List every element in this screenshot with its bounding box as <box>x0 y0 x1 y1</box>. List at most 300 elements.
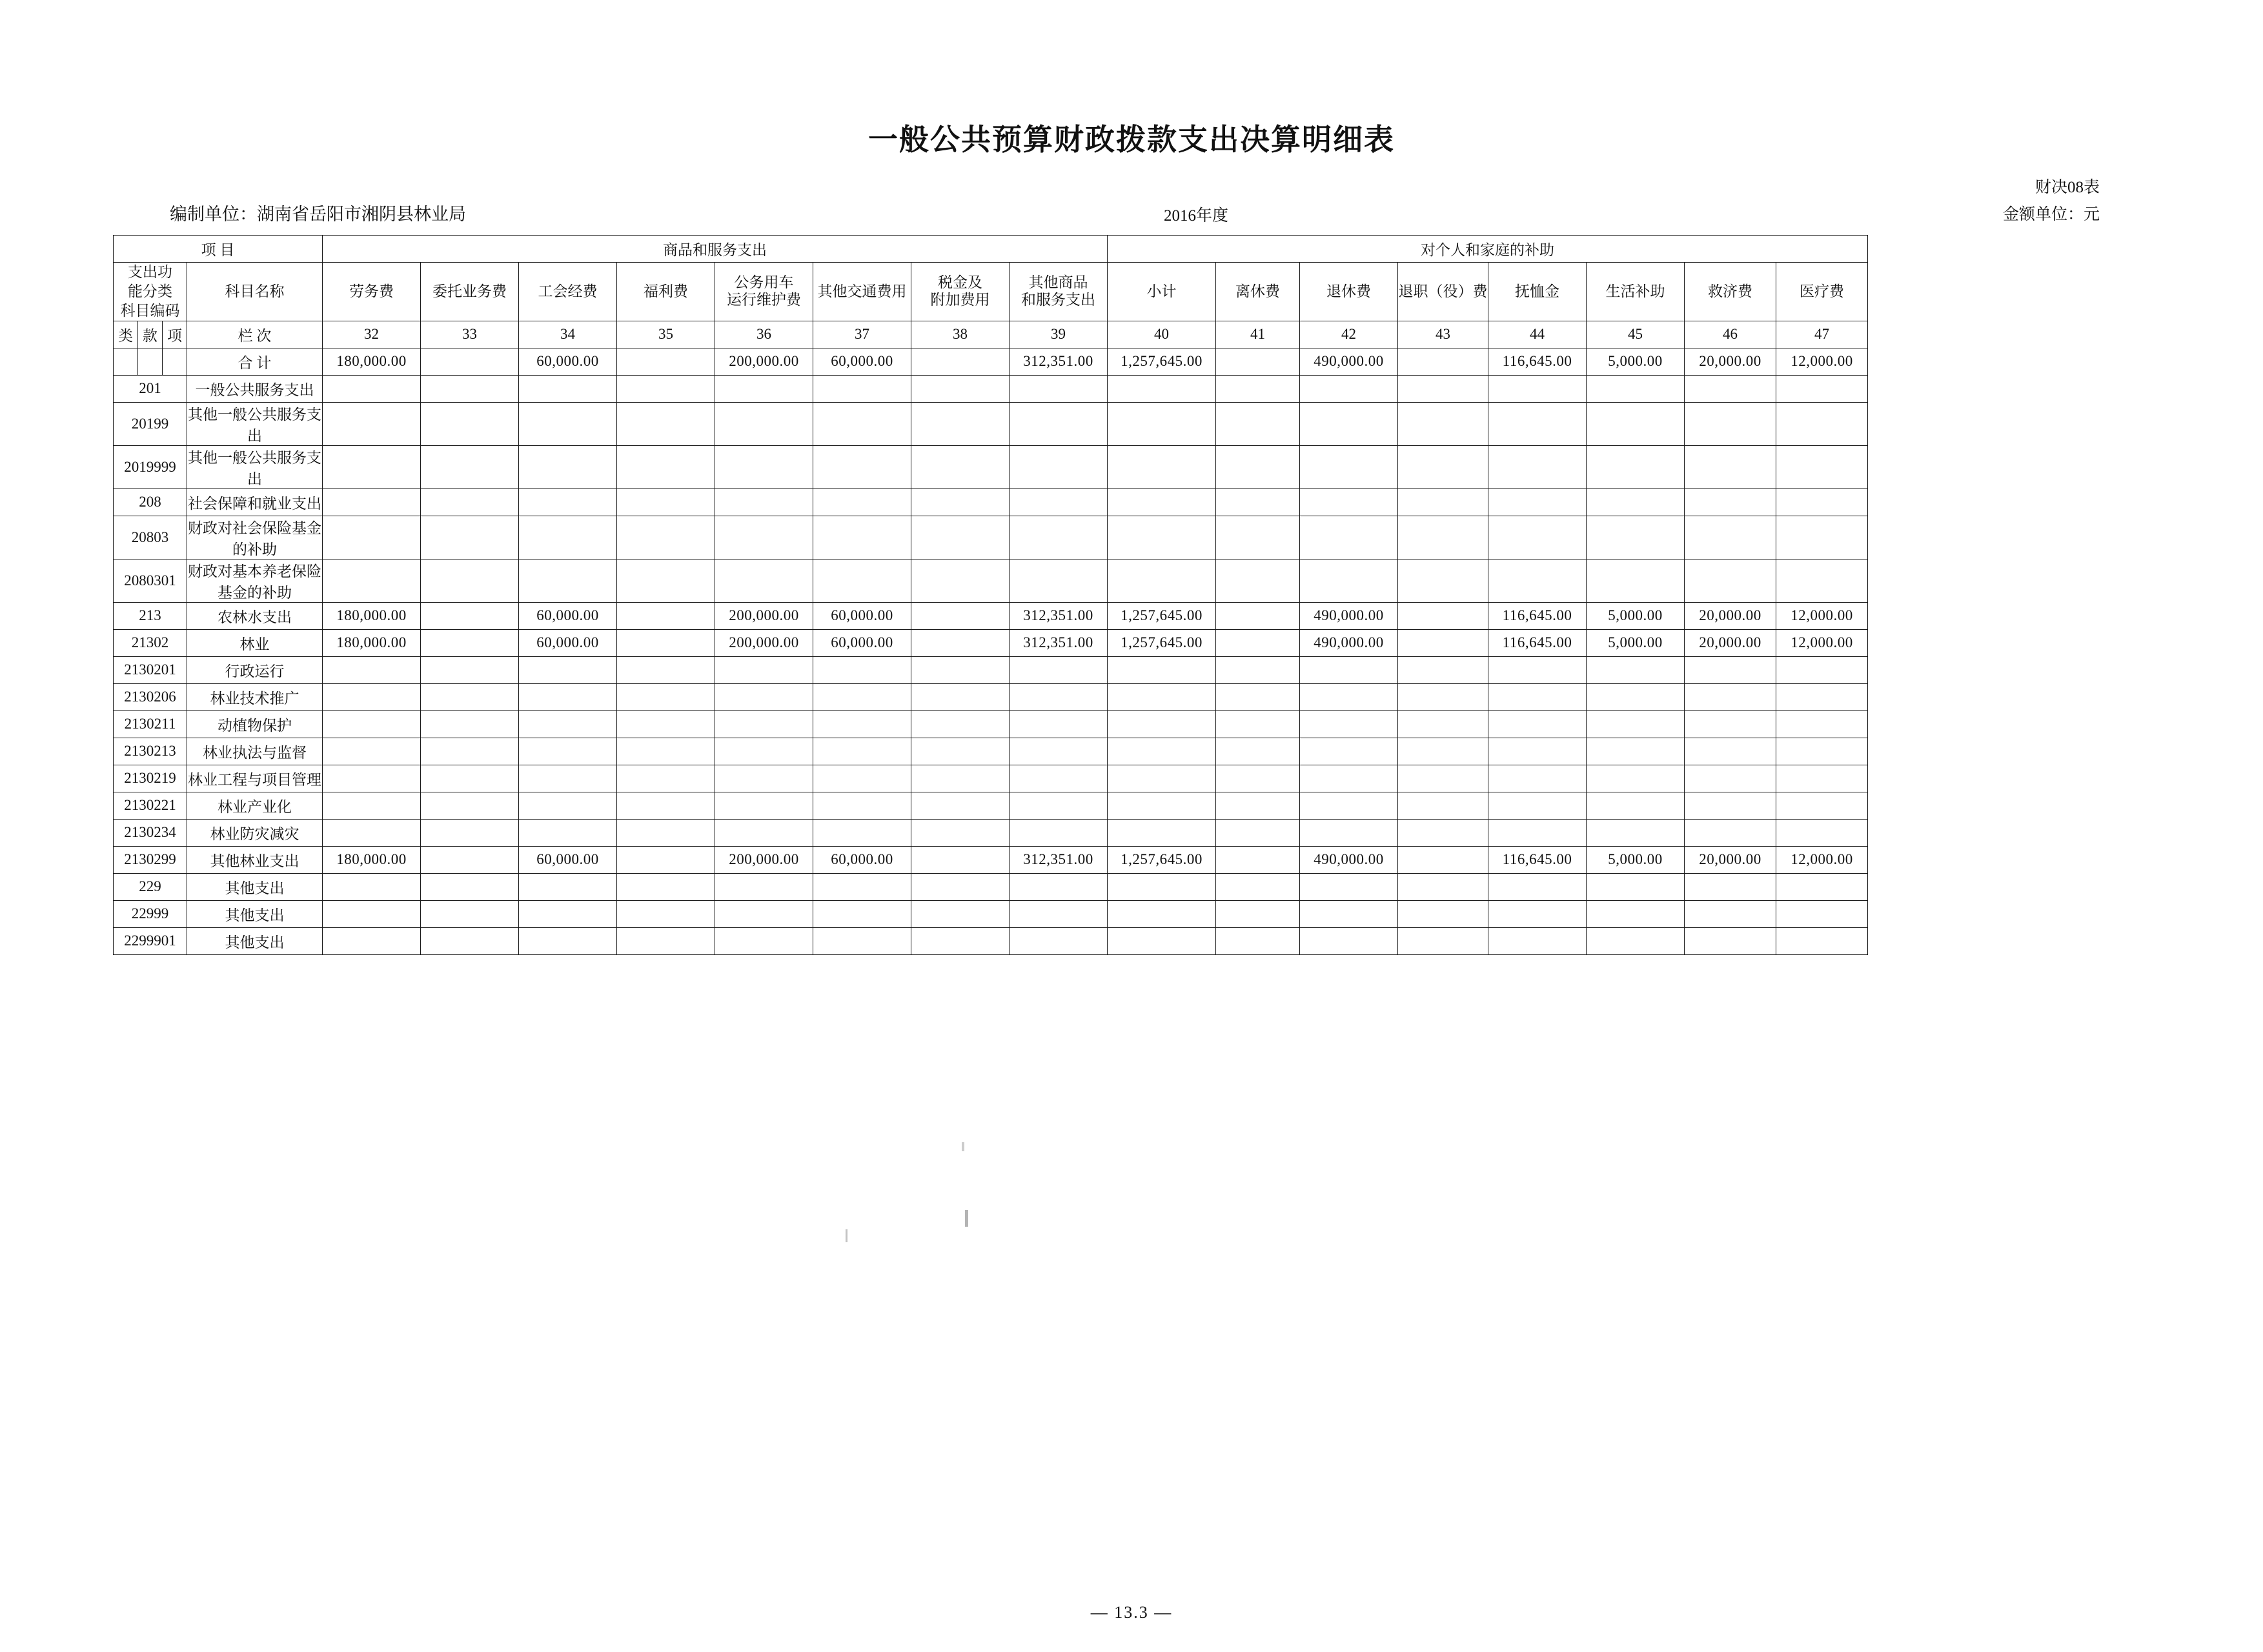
row-value-44 <box>1488 402 1587 445</box>
table-row <box>114 710 1868 738</box>
row-value-40 <box>1108 402 1216 445</box>
row-value-35 <box>617 765 715 792</box>
row-value-46 <box>1685 819 1776 846</box>
row-value-36 <box>715 819 813 846</box>
total-value-33 <box>421 348 519 375</box>
row-subject-name: 林业工程与项目管理 <box>187 765 323 792</box>
row-value-33 <box>421 927 519 954</box>
row-value-40: 1,257,645.00 <box>1108 602 1216 629</box>
func-code-header: 支出功 能分类 科目编码 <box>114 263 187 321</box>
row-value-38 <box>911 710 1010 738</box>
row-func-code: 201 <box>114 375 187 402</box>
row-func-code: 22999 <box>114 900 187 927</box>
row-value-45 <box>1587 819 1685 846</box>
row-value-39 <box>1010 559 1108 602</box>
row-value-37 <box>813 710 911 738</box>
table-row-total <box>114 348 1868 375</box>
row-value-44 <box>1488 900 1587 927</box>
row-value-47 <box>1776 738 1868 765</box>
row-value-36 <box>715 927 813 954</box>
col-header-welfare-fee: 福利费 <box>617 263 715 321</box>
row-value-41 <box>1216 489 1300 516</box>
row-value-41 <box>1216 792 1300 819</box>
row-value-34 <box>519 710 617 738</box>
row-value-47 <box>1776 402 1868 445</box>
row-value-43 <box>1398 792 1488 819</box>
row-func-code: 2130299 <box>114 846 187 873</box>
lane-num-41: 41 <box>1216 321 1300 348</box>
row-value-42 <box>1300 516 1398 559</box>
total-label: 合 计 <box>187 348 323 375</box>
row-value-45 <box>1587 873 1685 900</box>
row-value-35 <box>617 375 715 402</box>
row-subject-name: 林业产业化 <box>187 792 323 819</box>
row-value-46 <box>1685 375 1776 402</box>
row-value-34 <box>519 445 617 489</box>
row-value-38 <box>911 792 1010 819</box>
row-value-32: 180,000.00 <box>323 629 421 656</box>
fiscal-year: 2016年度 <box>1164 207 1229 225</box>
row-value-32 <box>323 683 421 710</box>
col-header-medical-fee: 医疗费 <box>1776 263 1868 321</box>
row-value-32 <box>323 792 421 819</box>
row-value-45 <box>1587 516 1685 559</box>
total-value-41 <box>1216 348 1300 375</box>
row-value-45 <box>1587 710 1685 738</box>
lane-num-33: 33 <box>421 321 519 348</box>
total-value-37: 60,000.00 <box>813 348 911 375</box>
row-value-32 <box>323 738 421 765</box>
row-func-code: 229 <box>114 873 187 900</box>
row-value-43 <box>1398 819 1488 846</box>
row-value-37 <box>813 516 911 559</box>
row-value-46 <box>1685 683 1776 710</box>
row-value-47 <box>1776 873 1868 900</box>
lane-num-42: 42 <box>1300 321 1398 348</box>
lane-label: 栏 次 <box>187 321 323 348</box>
scan-artifact <box>962 1142 964 1151</box>
row-value-36 <box>715 489 813 516</box>
row-value-34 <box>519 516 617 559</box>
table-body <box>114 375 1868 954</box>
row-value-47 <box>1776 445 1868 489</box>
row-value-46 <box>1685 402 1776 445</box>
row-value-46: 20,000.00 <box>1685 629 1776 656</box>
row-value-44 <box>1488 489 1587 516</box>
row-value-44 <box>1488 927 1587 954</box>
row-value-38 <box>911 819 1010 846</box>
row-value-46 <box>1685 489 1776 516</box>
row-value-38 <box>911 402 1010 445</box>
row-subject-name: 其他一般公共服务支出 <box>187 445 323 489</box>
row-value-44 <box>1488 738 1587 765</box>
row-value-34: 60,000.00 <box>519 602 617 629</box>
row-value-38 <box>911 489 1010 516</box>
row-value-35 <box>617 819 715 846</box>
row-value-44 <box>1488 819 1587 846</box>
col-header-living-allowance: 生活补助 <box>1587 263 1685 321</box>
table-row <box>114 656 1868 683</box>
row-value-40 <box>1108 375 1216 402</box>
row-value-40 <box>1108 765 1216 792</box>
row-value-36 <box>715 792 813 819</box>
row-value-36 <box>715 402 813 445</box>
row-value-35 <box>617 792 715 819</box>
row-value-45 <box>1587 375 1685 402</box>
row-value-34: 60,000.00 <box>519 846 617 873</box>
row-value-36 <box>715 738 813 765</box>
compiling-unit-label: 编制单位： <box>170 205 257 224</box>
row-value-40 <box>1108 819 1216 846</box>
row-value-37 <box>813 683 911 710</box>
row-value-42: 490,000.00 <box>1300 846 1398 873</box>
row-value-39 <box>1010 445 1108 489</box>
row-value-44: 116,645.00 <box>1488 602 1587 629</box>
table-row <box>114 927 1868 954</box>
row-value-47 <box>1776 656 1868 683</box>
row-func-code: 2130234 <box>114 819 187 846</box>
row-value-37 <box>813 489 911 516</box>
row-value-37 <box>813 402 911 445</box>
row-value-45 <box>1587 445 1685 489</box>
row-value-32 <box>323 873 421 900</box>
col-header-other-transport-fee: 其他交通费用 <box>813 263 911 321</box>
row-value-42 <box>1300 819 1398 846</box>
row-value-43 <box>1398 559 1488 602</box>
row-value-35 <box>617 516 715 559</box>
row-value-35 <box>617 402 715 445</box>
row-value-41 <box>1216 516 1300 559</box>
row-value-40 <box>1108 900 1216 927</box>
row-value-39 <box>1010 792 1108 819</box>
row-value-34 <box>519 559 617 602</box>
col-header-relief-fee: 救济费 <box>1685 263 1776 321</box>
row-func-code: 20803 <box>114 516 187 559</box>
row-value-41 <box>1216 445 1300 489</box>
row-value-41 <box>1216 402 1300 445</box>
table-lane-number-row <box>114 321 1868 348</box>
row-value-37 <box>813 765 911 792</box>
row-value-41 <box>1216 900 1300 927</box>
total-value-35 <box>617 348 715 375</box>
total-value-47: 12,000.00 <box>1776 348 1868 375</box>
row-value-38 <box>911 873 1010 900</box>
row-value-34 <box>519 900 617 927</box>
row-value-36 <box>715 683 813 710</box>
row-func-code: 2299901 <box>114 927 187 954</box>
row-value-42: 490,000.00 <box>1300 602 1398 629</box>
row-value-37 <box>813 927 911 954</box>
row-value-43 <box>1398 602 1488 629</box>
row-value-41 <box>1216 710 1300 738</box>
row-value-44 <box>1488 710 1587 738</box>
row-value-40 <box>1108 683 1216 710</box>
lane-num-40: 40 <box>1108 321 1216 348</box>
row-value-37 <box>813 375 911 402</box>
table-row <box>114 402 1868 445</box>
row-value-46: 20,000.00 <box>1685 602 1776 629</box>
row-value-33 <box>421 602 519 629</box>
row-value-34 <box>519 656 617 683</box>
table-row <box>114 375 1868 402</box>
lane-num-39: 39 <box>1010 321 1108 348</box>
row-value-33 <box>421 900 519 927</box>
row-value-46 <box>1685 559 1776 602</box>
row-value-46 <box>1685 738 1776 765</box>
table-group-header-row <box>114 236 1868 263</box>
row-value-47: 12,000.00 <box>1776 602 1868 629</box>
row-value-32 <box>323 445 421 489</box>
row-value-37: 60,000.00 <box>813 629 911 656</box>
subject-name-header: 科目名称 <box>187 263 323 321</box>
row-value-40 <box>1108 927 1216 954</box>
row-value-33 <box>421 846 519 873</box>
row-value-39 <box>1010 873 1108 900</box>
row-value-41 <box>1216 656 1300 683</box>
table-row <box>114 873 1868 900</box>
row-value-44 <box>1488 792 1587 819</box>
row-value-41 <box>1216 927 1300 954</box>
row-value-47 <box>1776 819 1868 846</box>
row-value-43 <box>1398 445 1488 489</box>
row-value-42: 490,000.00 <box>1300 629 1398 656</box>
total-value-45: 5,000.00 <box>1587 348 1685 375</box>
lane-num-32: 32 <box>323 321 421 348</box>
row-value-33 <box>421 559 519 602</box>
row-value-42 <box>1300 792 1398 819</box>
row-value-44 <box>1488 445 1587 489</box>
row-value-45 <box>1587 489 1685 516</box>
row-value-36: 200,000.00 <box>715 846 813 873</box>
row-value-42 <box>1300 765 1398 792</box>
row-value-35 <box>617 683 715 710</box>
row-value-32 <box>323 656 421 683</box>
row-value-40 <box>1108 710 1216 738</box>
row-value-42 <box>1300 710 1398 738</box>
row-value-33 <box>421 710 519 738</box>
row-value-38 <box>911 559 1010 602</box>
lane-num-44: 44 <box>1488 321 1587 348</box>
row-value-43 <box>1398 656 1488 683</box>
row-value-33 <box>421 489 519 516</box>
scan-artifact <box>965 1210 968 1227</box>
row-value-37 <box>813 792 911 819</box>
lane-num-38: 38 <box>911 321 1010 348</box>
compiling-unit <box>170 200 466 225</box>
table-row <box>114 445 1868 489</box>
row-func-code: 2080301 <box>114 559 187 602</box>
row-value-32 <box>323 765 421 792</box>
row-value-35 <box>617 602 715 629</box>
class-header-lei: 类 <box>114 321 138 348</box>
col-header-tax-surcharge: 税金及 附加费用 <box>911 263 1010 321</box>
total-value-36: 200,000.00 <box>715 348 813 375</box>
row-value-43 <box>1398 629 1488 656</box>
row-value-33 <box>421 445 519 489</box>
row-subject-name: 社会保障和就业支出 <box>187 489 323 516</box>
row-value-47 <box>1776 900 1868 927</box>
table-row <box>114 738 1868 765</box>
row-subject-name: 一般公共服务支出 <box>187 375 323 402</box>
row-value-36 <box>715 445 813 489</box>
row-value-41 <box>1216 602 1300 629</box>
row-value-33 <box>421 765 519 792</box>
row-subject-name: 其他支出 <box>187 927 323 954</box>
row-value-36 <box>715 656 813 683</box>
row-value-45: 5,000.00 <box>1587 846 1685 873</box>
row-value-33 <box>421 656 519 683</box>
row-value-45 <box>1587 683 1685 710</box>
row-value-45 <box>1587 656 1685 683</box>
row-value-47 <box>1776 683 1868 710</box>
row-value-35 <box>617 927 715 954</box>
lane-num-43: 43 <box>1398 321 1488 348</box>
row-value-43 <box>1398 710 1488 738</box>
row-subject-name: 其他林业支出 <box>187 846 323 873</box>
row-value-40 <box>1108 559 1216 602</box>
row-value-47 <box>1776 489 1868 516</box>
row-value-36 <box>715 559 813 602</box>
row-value-35 <box>617 846 715 873</box>
row-value-37 <box>813 445 911 489</box>
row-value-38 <box>911 629 1010 656</box>
table-row <box>114 683 1868 710</box>
row-value-33 <box>421 819 519 846</box>
row-value-37: 60,000.00 <box>813 602 911 629</box>
row-value-41 <box>1216 559 1300 602</box>
total-value-32: 180,000.00 <box>323 348 421 375</box>
row-value-47: 12,000.00 <box>1776 629 1868 656</box>
row-value-40: 1,257,645.00 <box>1108 629 1216 656</box>
row-value-42 <box>1300 656 1398 683</box>
total-value-46: 20,000.00 <box>1685 348 1776 375</box>
total-value-43 <box>1398 348 1488 375</box>
table-row <box>114 765 1868 792</box>
col-header-resignation-fee: 退职（役）费 <box>1398 263 1488 321</box>
row-value-46 <box>1685 900 1776 927</box>
total-code-xiang <box>163 348 187 375</box>
row-value-47 <box>1776 765 1868 792</box>
table-row <box>114 819 1868 846</box>
row-value-41 <box>1216 683 1300 710</box>
row-value-45 <box>1587 402 1685 445</box>
row-value-46 <box>1685 445 1776 489</box>
row-value-44 <box>1488 516 1587 559</box>
row-value-44 <box>1488 765 1587 792</box>
row-value-38 <box>911 445 1010 489</box>
row-subject-name: 其他支出 <box>187 873 323 900</box>
row-value-39 <box>1010 927 1108 954</box>
row-value-33 <box>421 516 519 559</box>
row-value-33 <box>421 629 519 656</box>
row-value-38 <box>911 516 1010 559</box>
row-value-33 <box>421 683 519 710</box>
lane-num-37: 37 <box>813 321 911 348</box>
row-value-33 <box>421 792 519 819</box>
row-value-32 <box>323 559 421 602</box>
group-header-goods-services: 商品和服务支出 <box>323 236 1108 263</box>
row-value-43 <box>1398 738 1488 765</box>
row-value-45: 5,000.00 <box>1587 602 1685 629</box>
row-value-46 <box>1685 516 1776 559</box>
row-value-45: 5,000.00 <box>1587 629 1685 656</box>
row-value-32 <box>323 710 421 738</box>
row-value-40 <box>1108 445 1216 489</box>
table-row <box>114 629 1868 656</box>
row-value-47 <box>1776 792 1868 819</box>
row-value-41 <box>1216 629 1300 656</box>
row-value-33 <box>421 375 519 402</box>
project-group-header: 项 目 <box>114 236 323 263</box>
row-value-34 <box>519 819 617 846</box>
lane-num-47: 47 <box>1776 321 1868 348</box>
row-func-code: 20199 <box>114 402 187 445</box>
row-subject-name: 财政对基本养老保险基金的补助 <box>187 559 323 602</box>
row-value-36 <box>715 900 813 927</box>
row-value-32 <box>323 927 421 954</box>
lane-num-36: 36 <box>715 321 813 348</box>
row-value-32 <box>323 375 421 402</box>
row-value-35 <box>617 656 715 683</box>
row-value-39 <box>1010 738 1108 765</box>
row-value-35 <box>617 738 715 765</box>
row-value-32 <box>323 900 421 927</box>
scan-artifact <box>846 1229 847 1242</box>
row-value-40 <box>1108 489 1216 516</box>
row-value-46 <box>1685 656 1776 683</box>
row-value-39 <box>1010 683 1108 710</box>
row-subject-name: 其他支出 <box>187 900 323 927</box>
row-value-47 <box>1776 375 1868 402</box>
row-value-43 <box>1398 402 1488 445</box>
row-value-40 <box>1108 656 1216 683</box>
class-header-kuan: 款 <box>138 321 163 348</box>
row-value-34 <box>519 873 617 900</box>
page-title: 一般公共预算财政拨款支出决算明细表 <box>868 123 1395 156</box>
col-header-other-goods-services: 其他商品 和服务支出 <box>1010 263 1108 321</box>
row-func-code: 2130221 <box>114 792 187 819</box>
table-row <box>114 489 1868 516</box>
row-value-34: 60,000.00 <box>519 629 617 656</box>
row-subject-name: 农林水支出 <box>187 602 323 629</box>
row-subject-name: 林业执法与监督 <box>187 738 323 765</box>
row-value-36 <box>715 765 813 792</box>
row-value-37 <box>813 559 911 602</box>
table-row <box>114 846 1868 873</box>
group-header-personal-family-subsidy: 对个人和家庭的补助 <box>1108 236 1868 263</box>
row-value-35 <box>617 873 715 900</box>
row-func-code: 2130206 <box>114 683 187 710</box>
row-value-37: 60,000.00 <box>813 846 911 873</box>
row-value-41 <box>1216 819 1300 846</box>
row-value-33 <box>421 873 519 900</box>
row-value-46: 20,000.00 <box>1685 846 1776 873</box>
row-value-39 <box>1010 489 1108 516</box>
row-value-40 <box>1108 516 1216 559</box>
row-value-47 <box>1776 927 1868 954</box>
row-value-43 <box>1398 873 1488 900</box>
lane-num-46: 46 <box>1685 321 1776 348</box>
row-value-32 <box>323 402 421 445</box>
row-value-41 <box>1216 375 1300 402</box>
page-footer: — 13.3 — <box>1090 1603 1173 1622</box>
row-value-45 <box>1587 738 1685 765</box>
table-row <box>114 792 1868 819</box>
row-value-42 <box>1300 683 1398 710</box>
row-value-38 <box>911 765 1010 792</box>
row-value-34 <box>519 489 617 516</box>
row-value-34 <box>519 738 617 765</box>
